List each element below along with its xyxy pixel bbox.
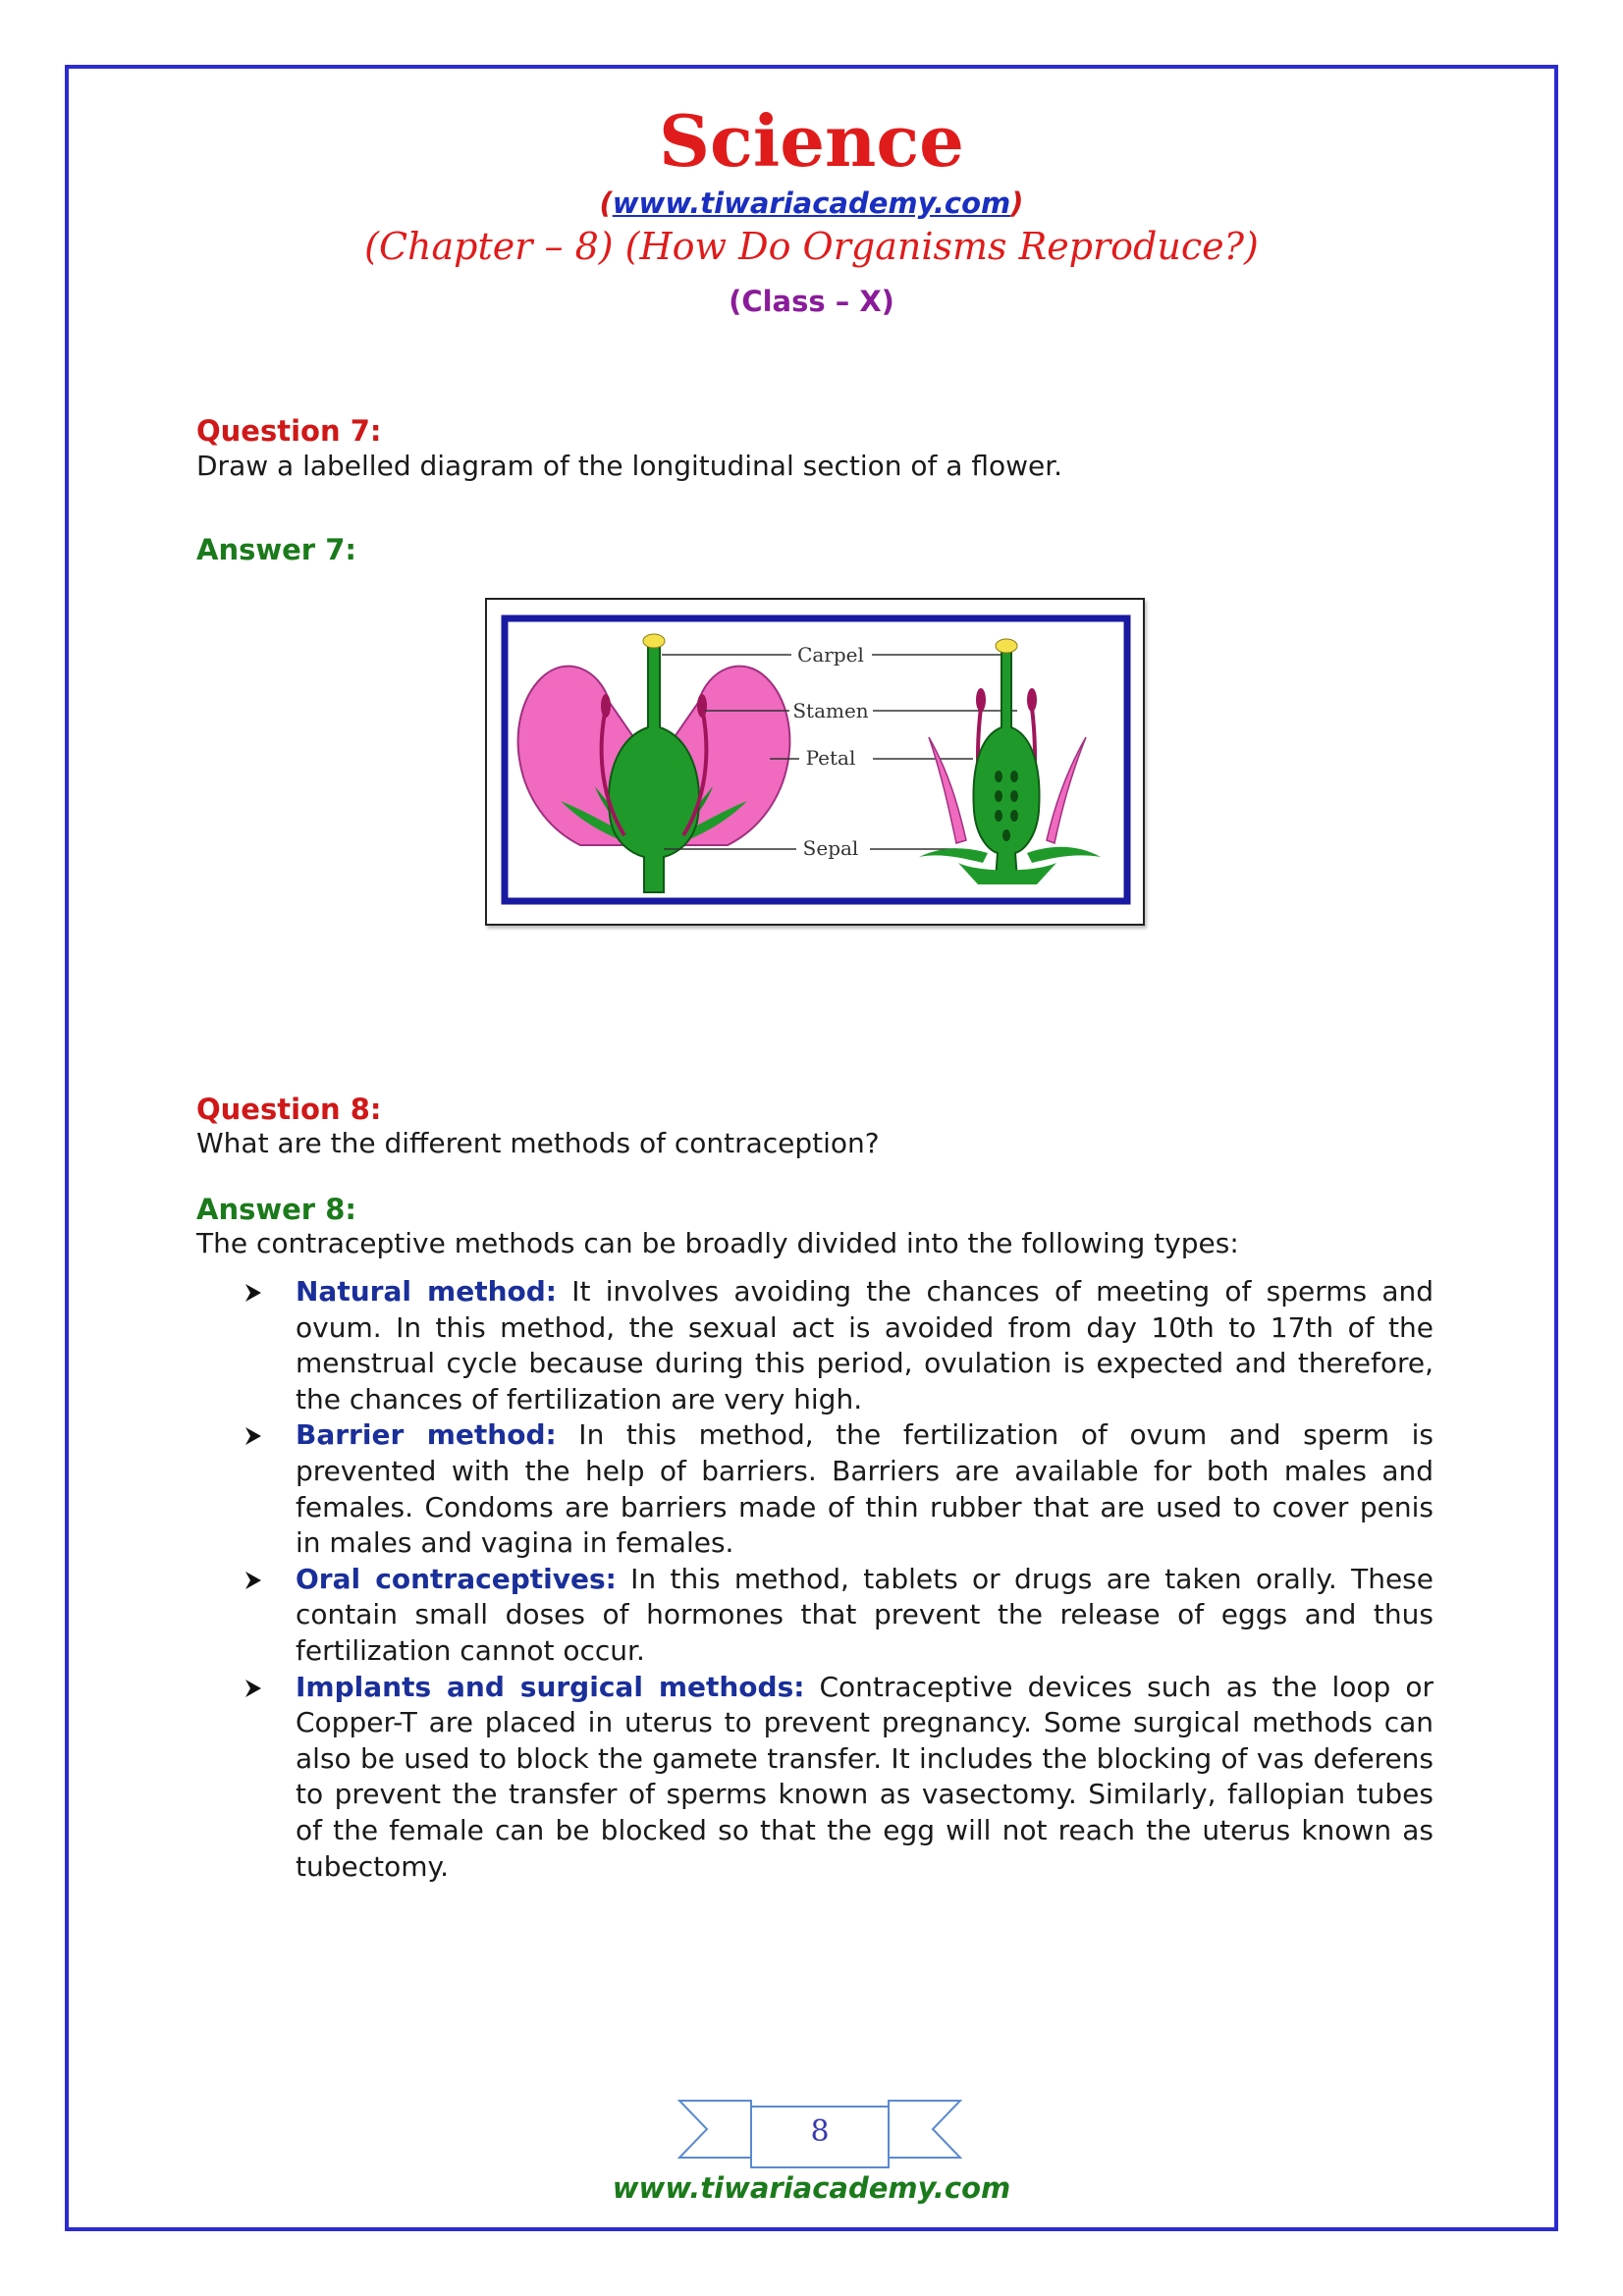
list-item (196, 1417, 1434, 1561)
diagram-label-sepal: Sepal (802, 836, 859, 860)
ovule-1 (995, 771, 1002, 782)
right-anther-1 (976, 688, 986, 712)
class-label: (Class – X) (729, 285, 894, 318)
question-7-label: Question 7: (196, 414, 382, 448)
method-name: Oral contraceptives: (296, 1562, 617, 1595)
right-stigma (996, 639, 1017, 653)
method-description: It involves avoiding the chances of meeting of sperms and ovum. In this method, the sexual act is avoided from day 10th to 17th of the menstrual cycle because during this period, ovulation is expected and therefore, the chances of fertilization are very high. (296, 1275, 1434, 1415)
chapter-heading: (Chapter – 8) (How Do Organisms Reproduce?) (364, 225, 1259, 268)
arrow-bullet-icon (243, 1425, 263, 1447)
header-url-line (0, 187, 1623, 220)
method-paragraph (296, 1417, 1434, 1561)
arrow-bullet-icon (243, 1678, 263, 1699)
method-description: In this method, tablets or drugs are taken orally. These contain small doses of hormones that prevent the release of eggs and thus fertilization cannot occur. (296, 1562, 1434, 1667)
left-stigma (643, 634, 665, 648)
ovule-4 (1010, 790, 1018, 802)
question-8-label: Question 8: (196, 1093, 382, 1126)
question-7-text: Draw a labelled diagram of the longitudinal section of a flower. (196, 450, 1063, 482)
answer-8-intro: The contraceptive methods can be broadly divided into the following types: (196, 1227, 1239, 1259)
contraceptive-methods-list (196, 1274, 1434, 1885)
footer-url-link[interactable]: www.tiwariacademy.com (612, 2171, 1011, 2205)
answer-7-label: Answer 7: (196, 533, 356, 566)
url-close-paren: ) (1010, 187, 1024, 220)
method-description: In this method, the fertilization of ovum and sperm is prevented with the help of barriers. Barriers are available for both males and females. Condoms are barriers made of thin rubber that are used to cover penis in males and vagina in females. (296, 1418, 1434, 1560)
right-anther-2 (1027, 688, 1037, 712)
method-paragraph (296, 1670, 1434, 1886)
header-url-link[interactable]: www.tiwariacademy.com (612, 187, 1011, 220)
ovule-3 (995, 790, 1002, 802)
ovule-7 (1002, 829, 1010, 841)
url-open-paren: ( (599, 187, 613, 220)
method-paragraph (296, 1274, 1434, 1417)
page-number: 8 (810, 2114, 830, 2149)
left-anther-2 (697, 694, 707, 718)
list-item (196, 1670, 1434, 1886)
method-description: Contraceptive devices such as the loop or Copper-T are placed in uterus to prevent pregnancy. Some surgical methods can also be used to block the gamete transfer. It includes the blocking of vas deferens to prevent the transfer of sperms known as vasectomy. Similarly, fallopian tubes of the female can be blocked so that the egg will not reach the uterus known as tubectomy. (296, 1670, 1434, 1883)
page-title: Science (659, 99, 964, 183)
arrow-bullet-icon (243, 1282, 263, 1304)
answer-8-label: Answer 8: (196, 1193, 356, 1226)
method-name: Natural method: (296, 1275, 557, 1308)
question-8-text: What are the different methods of contraception? (196, 1127, 880, 1159)
list-item (196, 1562, 1434, 1670)
method-name: Implants and surgical methods: (296, 1670, 805, 1703)
method-name: Barrier method: (296, 1418, 557, 1452)
left-anther-1 (601, 694, 611, 718)
diagram-label-carpel: Carpel (797, 643, 864, 667)
arrow-bullet-icon (243, 1570, 263, 1591)
diagram-label-stamen: Stamen (792, 699, 869, 722)
ovule-5 (995, 810, 1002, 822)
list-item (196, 1274, 1434, 1417)
ovule-6 (1010, 810, 1018, 822)
ovule-2 (1010, 771, 1018, 782)
flower-diagram-svg (487, 600, 1143, 924)
flower-diagram (485, 598, 1145, 926)
diagram-label-petal: Petal (805, 746, 856, 770)
method-paragraph (296, 1562, 1434, 1670)
